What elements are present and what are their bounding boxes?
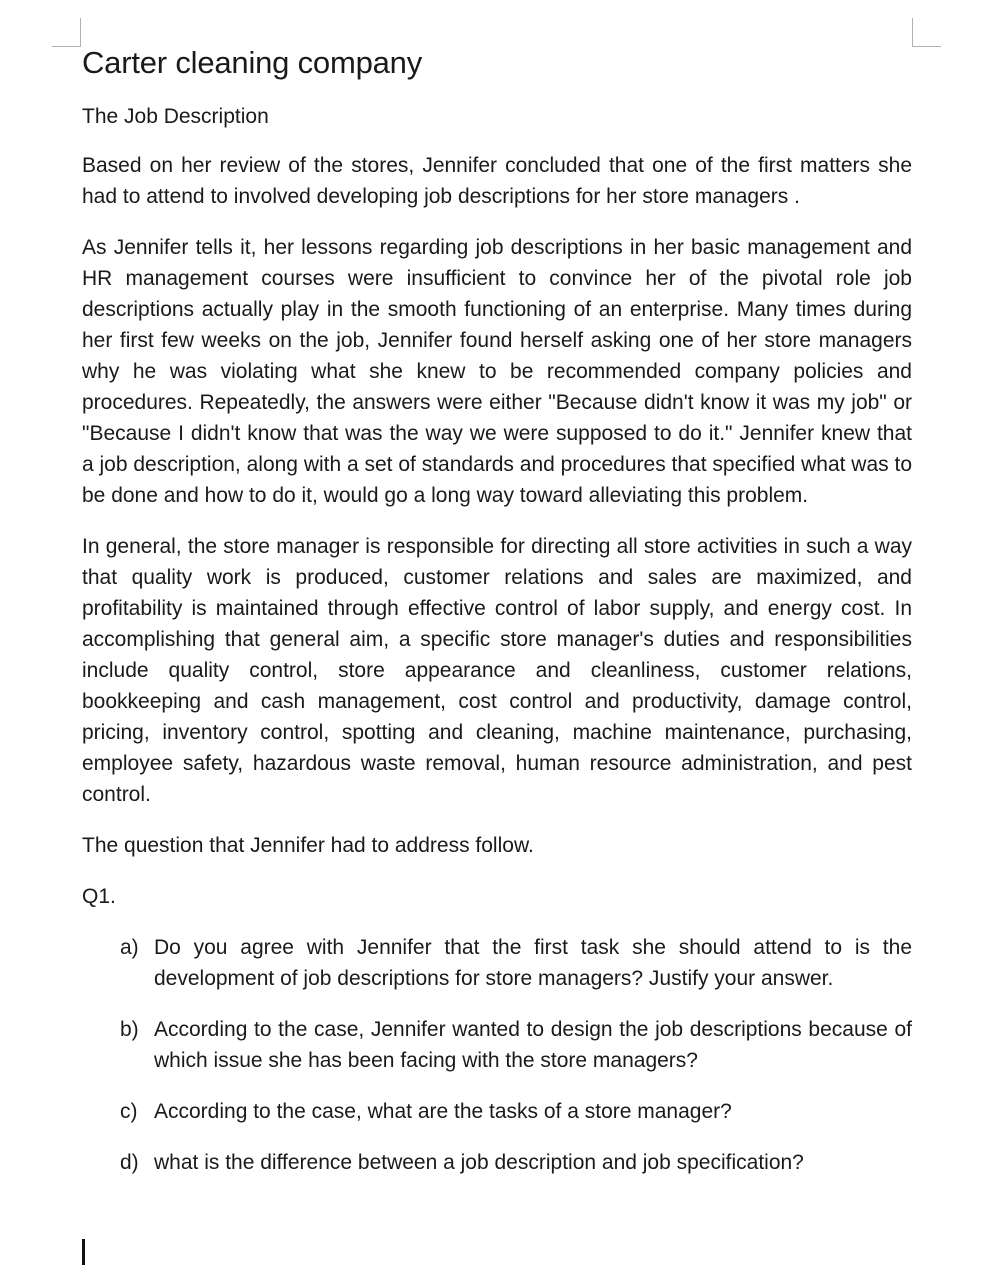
list-marker: a) <box>120 936 139 960</box>
document-subtitle[interactable]: The Job Description <box>82 105 269 129</box>
list-marker: c) <box>120 1100 138 1124</box>
question-text[interactable]: According to the case, what are the tasks of a store manager? <box>154 1100 732 1124</box>
list-marker: d) <box>120 1151 139 1175</box>
paragraph-responsibilities[interactable]: In general, the store manager is responsible for directing all store activities in such a way that quality work is produced, customer relations and sales are maximized, and profitability is maintained through effective control of labor supply, and energy cost. In accomplishing that general aim, a specific store manager's duties and responsibilities include quality control, store appearance and cleanliness, customer relations, bookkeeping and cash management, cost control and productivity, damage control, pricing, inventory control, spotting and cleaning, machine maintenance, purchasing, employee safety, hazardous waste removal, human resource administration, and pest control. <box>82 535 912 807</box>
margin-corner-top-right <box>912 18 941 47</box>
list-item[interactable] <box>120 1014 912 1076</box>
document-page[interactable] <box>82 44 912 1198</box>
question-list <box>82 932 912 1178</box>
question-text[interactable]: Do you agree with Jennifer that the first task she should attend to is the development of job descriptions for store managers? Justify your answer. <box>154 936 912 991</box>
question-text[interactable]: what is the difference between a job description and job specification? <box>154 1151 804 1175</box>
list-item[interactable] <box>120 1096 912 1127</box>
question-label[interactable]: Q1. <box>82 885 116 909</box>
paragraph-background[interactable]: As Jennifer tells it, her lessons regarding job descriptions in her basic management and HR management courses were insufficient to convince her of the pivotal role job descriptions actually play in the smooth functioning of an enterprise. Many times during her first few weeks on the job, Jennifer found herself asking one of her store managers why he was violating what she knew to be recommended company policies and procedures. Repeatedly, the answers were either "Because didn't know it was my job" or "Because I didn't know that was the way we were supposed to do it." Jennifer knew that a job description, along with a set of standards and procedures that specified what was to be done and how to do it, would go a long way toward alleviating this problem. <box>82 236 912 508</box>
text-cursor <box>82 1239 85 1265</box>
paragraph-question-intro[interactable]: The question that Jennifer had to address follow. <box>82 834 534 858</box>
question-text[interactable]: According to the case, Jennifer wanted to design the job descriptions because of which issue she has been facing with the store managers? <box>154 1018 912 1073</box>
list-marker: b) <box>120 1018 139 1042</box>
margin-corner-top-left <box>52 18 81 47</box>
paragraph-intro[interactable]: Based on her review of the stores, Jennifer concluded that one of the first matters she had to attend to involved developing job descriptions for her store managers . <box>82 154 912 209</box>
list-item[interactable] <box>120 932 912 994</box>
document-title[interactable]: Carter cleaning company <box>82 45 423 80</box>
list-item[interactable] <box>120 1147 912 1178</box>
